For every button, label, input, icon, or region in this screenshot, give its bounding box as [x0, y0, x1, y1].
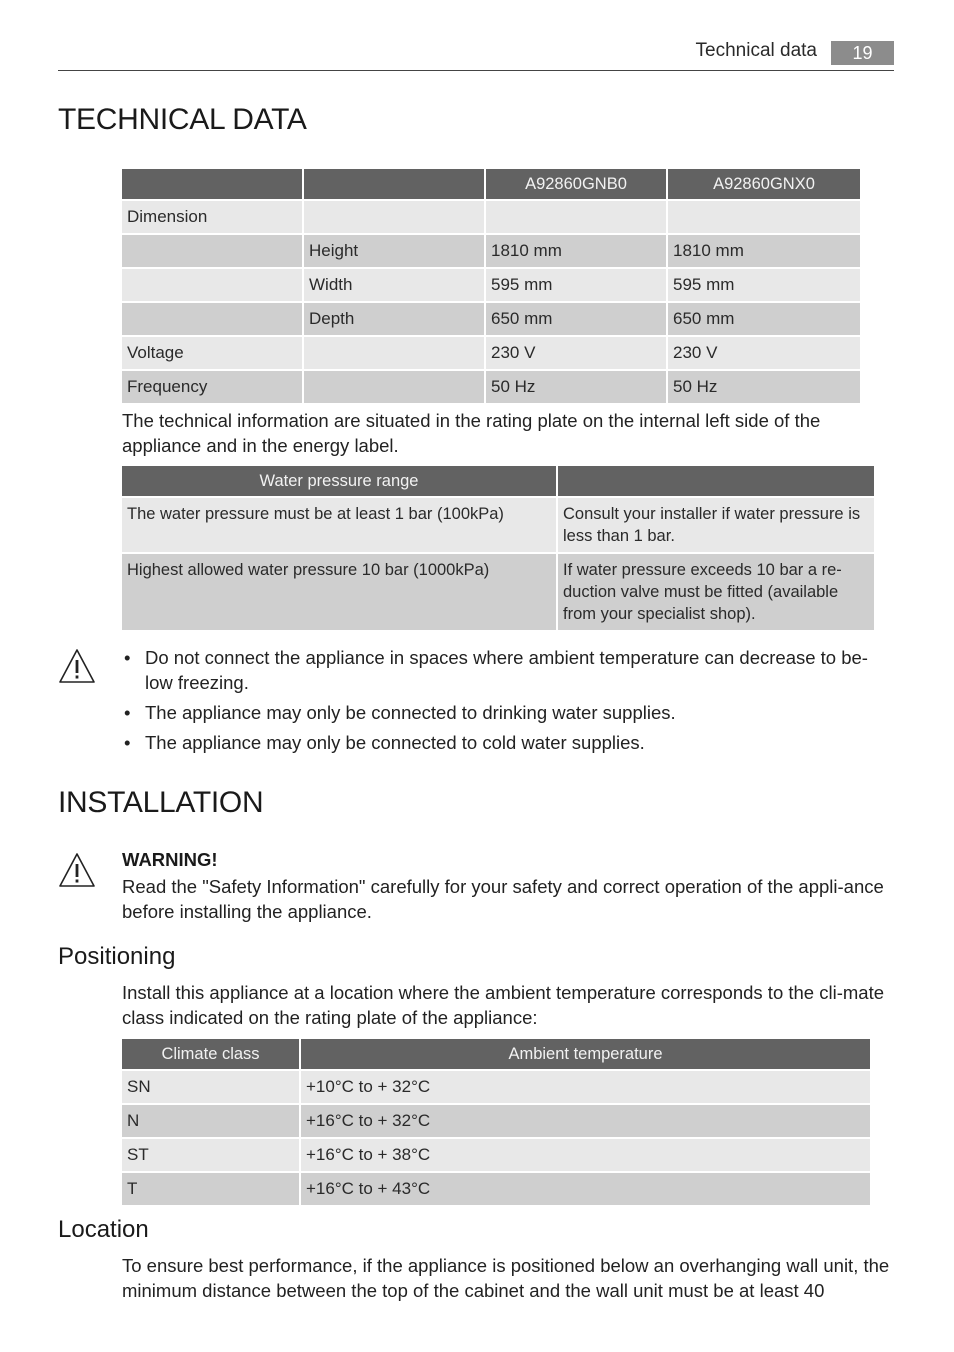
table-cell: 230 V	[668, 337, 860, 369]
table-cell	[304, 201, 484, 233]
table-cell: +10°C to + 32°C	[301, 1071, 870, 1103]
section-title-technical-data: TECHNICAL DATA	[58, 103, 307, 136]
table-cell: Consult your installer if water pressure is less than 1 bar.	[558, 498, 874, 552]
list-item-text: The appliance may only be connected to drinking water supplies.	[145, 702, 676, 723]
table-cell: 1810 mm	[486, 235, 666, 267]
table-header-cell: A92860GNX0	[668, 169, 860, 199]
table-cell: Highest allowed water pressure 10 bar (1000kPa)	[122, 554, 556, 630]
header-rule	[58, 70, 894, 71]
running-header-title: Technical data	[695, 40, 817, 61]
table-cell: ST	[122, 1139, 299, 1171]
table-cell: Height	[304, 235, 484, 267]
table-cell: 650 mm	[486, 303, 666, 335]
table-cell: 50 Hz	[486, 371, 666, 403]
table-header-cell	[558, 466, 874, 496]
table-cell: 650 mm	[668, 303, 860, 335]
table-header-cell: Climate class	[122, 1039, 299, 1069]
table-header-cell: A92860GNB0	[486, 169, 666, 199]
subsection-title-positioning: Positioning	[58, 943, 176, 970]
table-row	[122, 554, 874, 630]
list-item	[122, 730, 894, 755]
table-cell	[668, 201, 860, 233]
table-row	[122, 371, 860, 403]
bullet-icon: •	[124, 732, 131, 753]
table-row	[122, 303, 860, 335]
table-cell	[304, 337, 484, 369]
table-cell: Frequency	[122, 371, 302, 403]
water-pressure-table	[120, 464, 876, 632]
table-cell: T	[122, 1173, 299, 1205]
warning-triangle-icon	[58, 852, 96, 888]
table-cell	[304, 371, 484, 403]
table-cell: 595 mm	[668, 269, 860, 301]
table-header-cell	[304, 169, 484, 199]
table-row	[122, 1139, 870, 1171]
table-header-row	[122, 466, 874, 496]
table-row	[122, 1105, 870, 1137]
table-cell	[486, 201, 666, 233]
table-cell: 50 Hz	[668, 371, 860, 403]
table-row	[122, 235, 860, 267]
list-item-text: Do not connect the appliance in spaces where ambient temperature can decrease to be-low freezing.	[145, 647, 868, 693]
list-item-text: The appliance may only be connected to cold water supplies.	[145, 732, 645, 753]
table-cell: Voltage	[122, 337, 302, 369]
warning-text: Read the "Safety Information" carefully for your safety and correct operation of the appli-ance before installing the appliance.	[122, 876, 884, 922]
warning-triangle-icon	[58, 648, 96, 684]
warning-label: WARNING!	[122, 849, 218, 870]
climate-class-table	[120, 1037, 872, 1207]
table-cell: SN	[122, 1071, 299, 1103]
table-row	[122, 201, 860, 233]
location-text: To ensure best performance, if the appliance is positioned below an overhanging wall unit, the minimum distance between the top of the cabinet and the wall unit must be at least 40	[122, 1255, 890, 1301]
table-header-row	[122, 169, 860, 199]
technical-data-table	[120, 167, 862, 405]
table-cell: 1810 mm	[668, 235, 860, 267]
positioning-text: Install this appliance at a location where the ambient temperature corresponds to the cli-mate class indicated on the rating plate of the appliance:	[122, 982, 884, 1028]
bullet-icon: •	[124, 647, 131, 668]
table-header-cell	[122, 169, 302, 199]
list-item	[122, 645, 894, 695]
rating-plate-info: The technical information are situated in the rating plate on the internal left side of the appliance and in the energy label.	[122, 410, 821, 456]
table-row	[122, 269, 860, 301]
table-row	[122, 1071, 870, 1103]
bullet-icon: •	[124, 702, 131, 723]
section-title-installation: INSTALLATION	[58, 786, 264, 819]
warning-bullet-list	[122, 645, 894, 760]
table-row	[122, 498, 874, 552]
table-cell: +16°C to + 43°C	[301, 1173, 870, 1205]
table-cell: 230 V	[486, 337, 666, 369]
table-cell: Dimension	[122, 201, 302, 233]
table-cell: 595 mm	[486, 269, 666, 301]
table-cell	[122, 235, 302, 267]
table-header-cell: Water pressure range	[122, 466, 556, 496]
table-cell: +16°C to + 38°C	[301, 1139, 870, 1171]
table-row	[122, 337, 860, 369]
table-cell: +16°C to + 32°C	[301, 1105, 870, 1137]
list-item	[122, 700, 894, 725]
table-row	[122, 1173, 870, 1205]
table-cell: The water pressure must be at least 1 bar (100kPa)	[122, 498, 556, 552]
table-header-cell: Ambient temperature	[301, 1039, 870, 1069]
table-cell: N	[122, 1105, 299, 1137]
table-cell: Width	[304, 269, 484, 301]
page-number: 19	[831, 41, 894, 65]
subsection-title-location: Location	[58, 1216, 149, 1243]
table-cell: If water pressure exceeds 10 bar a re-duction valve must be fitted (available from your specialist shop).	[558, 554, 874, 630]
table-header-row	[122, 1039, 870, 1069]
table-cell	[122, 303, 302, 335]
table-cell	[122, 269, 302, 301]
table-cell: Depth	[304, 303, 484, 335]
